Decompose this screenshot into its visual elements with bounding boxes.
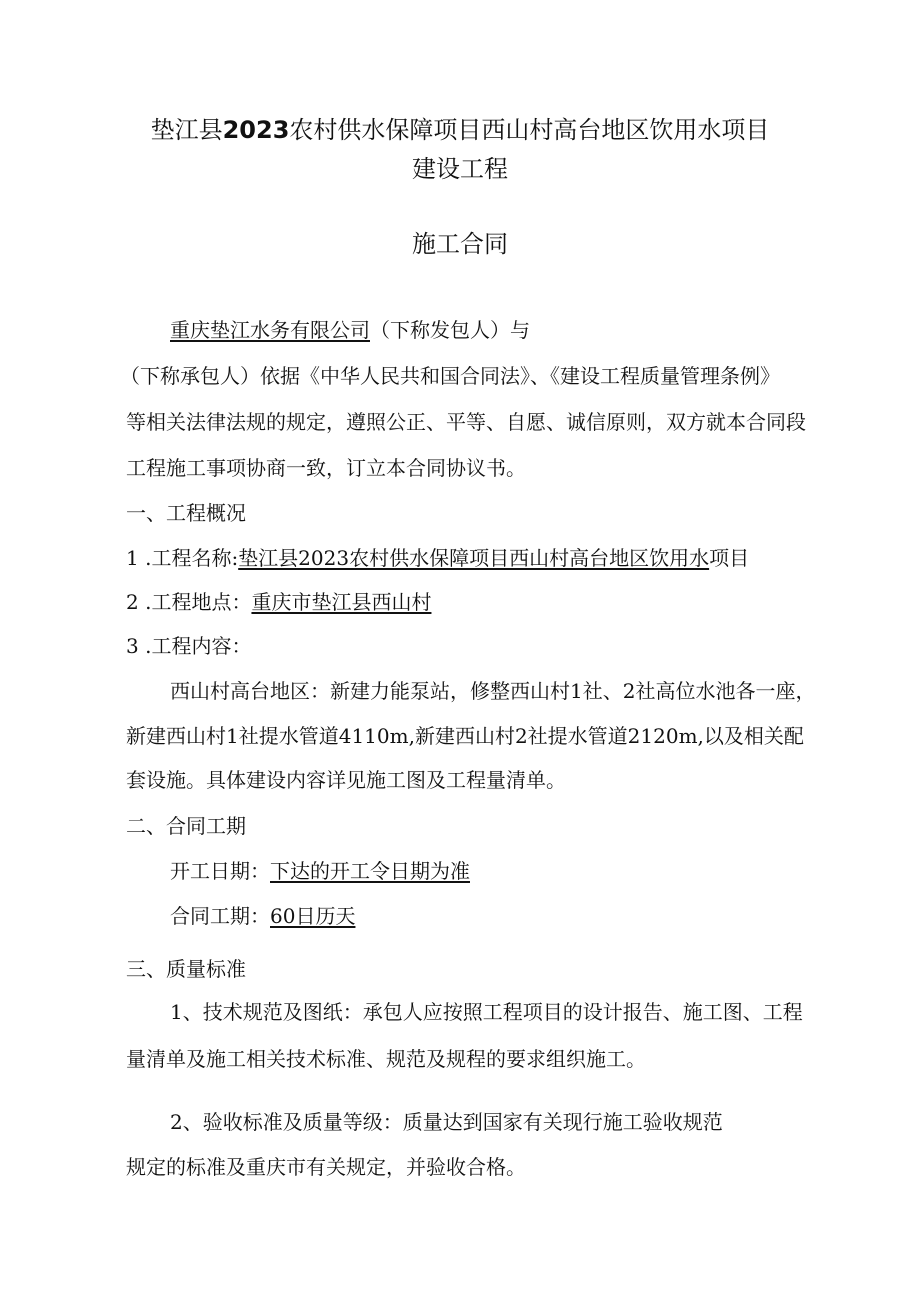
quality-item1-line1: 1、技术规范及图纸：承包人应按照工程项目的设计报告、施工图、工程 [170, 1000, 803, 1024]
section2-heading: 二、合同工期 [126, 814, 246, 838]
project-name-label: 1 .工程名称: [126, 546, 239, 570]
contract-period-value: 60日历天 [270, 904, 356, 928]
employer-suffix: （下称发包人）与 [370, 318, 530, 342]
title-year: 2023 [222, 116, 290, 144]
project-content-line1: 西山村高台地区：新建力能泵站，修整西山村1社、2社高位水池各一座， [170, 679, 816, 703]
document-subtitle: 施工合同 [412, 230, 508, 258]
project-name-tail: 项目 [709, 546, 750, 570]
quality-item2-line1: 2、验收标准及质量等级：质量达到国家有关现行施工验收规范 [170, 1110, 723, 1134]
start-date-value: 下达的开工令日期为准 [270, 859, 470, 883]
project-name [126, 544, 749, 572]
start-date-label: 开工日期： [170, 859, 270, 883]
section1-heading: 一、工程概况 [126, 501, 246, 525]
project-content-line3: 套设施。具体建设内容详见施工图及工程量清单。 [126, 768, 566, 792]
project-location-value: 重庆市垫江县西山村 [251, 590, 432, 614]
project-content-label: 3 .工程内容： [126, 634, 252, 658]
document-title-line2: 建设工程 [412, 155, 508, 183]
quality-item2-line2: 规定的标准及重庆市有关规定，并验收合格。 [126, 1155, 526, 1179]
project-location [126, 588, 431, 616]
contract-period-label: 合同工期： [170, 904, 270, 928]
parties-line4: 工程施工事项协商一致，订立本合同协议书。 [126, 456, 526, 480]
contract-period [170, 902, 355, 930]
employer-name: 重庆垫江水务有限公司 [170, 318, 370, 342]
document-title-line1 [0, 114, 920, 146]
quality-item1-line2: 量清单及施工相关技术标准、规范及规程的要求组织施工。 [126, 1047, 646, 1071]
section3-heading: 三、质量标准 [126, 957, 246, 981]
project-name-value: 垫江县2023农村供水保障项目西山村高台地区饮用水 [238, 546, 710, 570]
parties-line3: 等相关法律法规的规定，遵照公正、平等、自愿、诚信原则，双方就本合同段 [126, 410, 806, 434]
title-project: 农村供水保障项目西山村高台地区饮用水项目 [289, 116, 770, 144]
start-date [170, 857, 470, 885]
parties-line1 [170, 316, 530, 344]
parties-line2: （下称承包人）依据《中华人民共和国合同法》、《建设工程质量管理条例》 [120, 364, 780, 388]
title-county: 垫江县 [150, 116, 223, 144]
project-location-label: 2 .工程地点： [126, 590, 252, 614]
project-content-line2: 新建西山村1社提水管道4110m,新建西山村2社提水管道2120m,以及相关配 [126, 724, 804, 748]
